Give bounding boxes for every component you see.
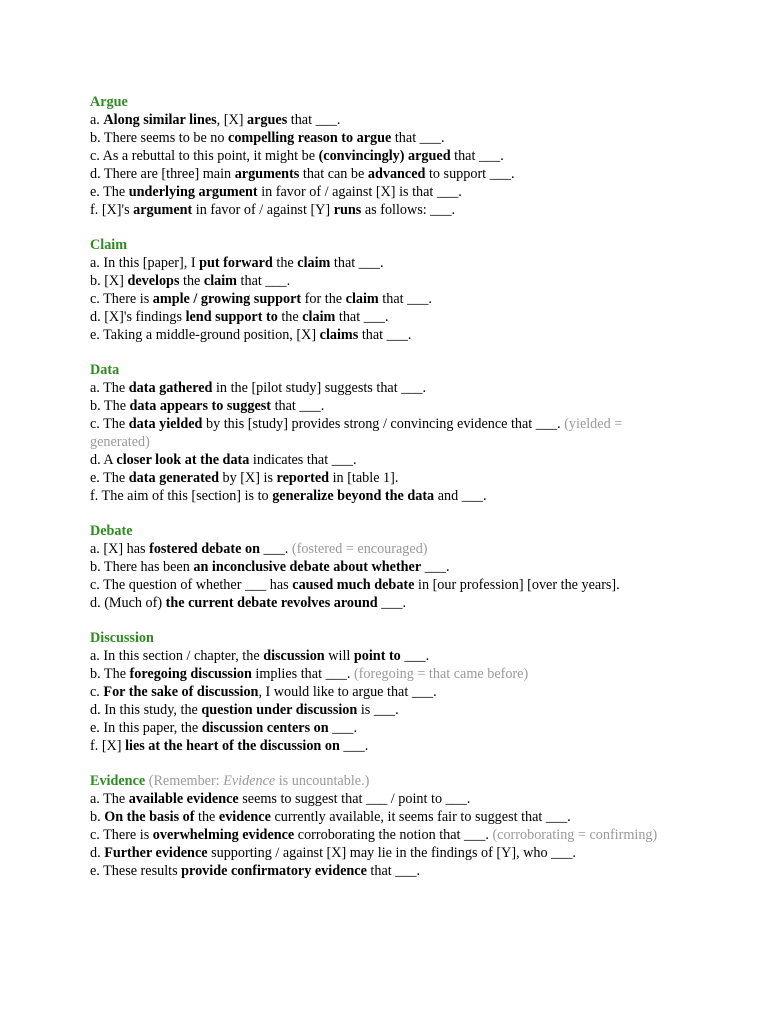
text-segment: d. (Much of) <box>90 595 166 611</box>
text-segment: is ___. <box>357 702 399 718</box>
text-segment: in favor of / against [Y] <box>192 202 334 218</box>
document-page <box>90 93 690 897</box>
list-item <box>90 487 690 505</box>
list-item <box>90 254 690 272</box>
bold-term: caused much debate <box>292 577 415 593</box>
text-segment: ___. <box>400 648 430 664</box>
text-segment: c. There is <box>90 827 153 843</box>
text-segment: the <box>194 809 219 825</box>
section-argue <box>90 93 690 219</box>
text-segment: b. [X] <box>90 273 128 289</box>
bold-term: generalize beyond the data <box>272 488 435 504</box>
text-segment: ___. <box>328 720 358 736</box>
text-segment: d. <box>90 845 105 861</box>
bold-term: On the basis of <box>104 809 195 825</box>
text-segment: seems to suggest that ___ / point to ___. <box>238 791 471 807</box>
text-segment: ___. <box>259 541 292 557</box>
bold-term: reported <box>276 470 330 486</box>
text-segment: e. The <box>90 470 129 486</box>
list-item <box>90 326 690 344</box>
text-segment: ___. <box>421 559 450 575</box>
section-claim <box>90 236 690 344</box>
section-title: Argue <box>90 94 128 110</box>
list-item <box>90 665 690 683</box>
section-heading <box>90 236 690 254</box>
section-title: Evidence <box>90 773 146 789</box>
section-title: Debate <box>90 523 133 539</box>
list-item <box>90 701 690 719</box>
bold-term: argument <box>133 202 193 218</box>
bold-term: lend support to <box>185 309 278 325</box>
text-segment: c. As a rebuttal to this point, it might be <box>90 148 319 164</box>
list-item <box>90 826 665 844</box>
bold-term: data gathered <box>128 380 213 396</box>
text-segment: , [X] <box>216 112 248 128</box>
bold-term: claim <box>297 255 331 271</box>
bold-term: underlying argument <box>128 184 258 200</box>
bold-term: foregoing discussion <box>129 666 252 682</box>
text-segment: d. [X]'s findings <box>90 309 186 325</box>
list-item <box>90 451 690 469</box>
section-evidence <box>90 772 690 880</box>
list-item <box>90 415 665 451</box>
bold-term: data yielded <box>128 416 203 432</box>
text-segment: e. The <box>90 184 129 200</box>
list-item <box>90 308 690 326</box>
text-segment: a. [X] has <box>90 541 150 557</box>
text-segment: that ___. <box>366 863 421 879</box>
text-segment: that ___. <box>335 309 389 325</box>
section-title: Data <box>90 362 120 378</box>
list-item <box>90 183 690 201</box>
text-segment: b. <box>90 809 105 825</box>
text-segment: d. In this study, the <box>90 702 202 718</box>
text-segment: ___. <box>377 595 407 611</box>
section-debate <box>90 522 690 612</box>
bold-term: (convincingly) argued <box>318 148 451 164</box>
text-segment: that ___. <box>271 398 325 414</box>
italic-term: Evidence <box>223 773 276 789</box>
text-segment: d. There are [three] main <box>90 166 235 182</box>
list-item <box>90 790 690 808</box>
list-item <box>90 147 690 165</box>
bold-term: point to <box>353 648 401 664</box>
text-segment: f. The aim of this [section] is to <box>90 488 273 504</box>
bold-term: question under discussion <box>201 702 358 718</box>
text-segment: , I would like to argue that ___. <box>258 684 437 700</box>
text-segment: that can be <box>299 166 368 182</box>
section-heading <box>90 629 690 647</box>
text-segment: indicates that ___. <box>249 452 357 468</box>
bold-term: arguments <box>234 166 300 182</box>
text-segment: that ___. <box>450 148 504 164</box>
text-segment: b. There seems to be no <box>90 130 229 146</box>
text-segment: in [table 1]. <box>329 470 399 486</box>
list-item <box>90 594 690 612</box>
section-heading <box>90 361 690 379</box>
text-segment: ___. <box>339 738 369 754</box>
list-item <box>90 469 690 487</box>
section-heading <box>90 772 690 790</box>
text-segment: is uncountable.) <box>275 773 370 789</box>
list-item <box>90 379 690 397</box>
list-item <box>90 201 690 219</box>
list-item <box>90 647 690 665</box>
bold-term: discussion centers on <box>201 720 329 736</box>
text-segment: in [our profession] [over the years]. <box>414 577 620 593</box>
list-item <box>90 808 690 826</box>
text-segment: b. There has been <box>90 559 194 575</box>
list-item <box>90 558 690 576</box>
text-segment: e. In this paper, the <box>90 720 202 736</box>
text-segment: b. The <box>90 666 130 682</box>
text-segment: supporting / against [X] may lie in the findings of [Y], who ___. <box>207 845 576 861</box>
text-segment: as follows: ___. <box>361 202 456 218</box>
text-segment: will <box>324 648 354 664</box>
text-segment: the <box>272 255 298 271</box>
bold-term: Along similar lines <box>103 112 217 128</box>
bold-term: put forward <box>199 255 273 271</box>
text-segment: a. In this section / chapter, the <box>90 648 264 664</box>
gloss-note: (fostered = encouraged) <box>291 541 428 557</box>
section-title: Claim <box>90 237 128 253</box>
text-segment: a. <box>90 112 104 128</box>
bold-term: claim <box>302 309 336 325</box>
list-item <box>90 737 690 755</box>
section-data <box>90 361 690 505</box>
bold-term: the current debate revolves around <box>165 595 378 611</box>
text-segment: b. The <box>90 398 130 414</box>
bold-term: claim <box>203 273 237 289</box>
bold-term: compelling reason to argue <box>228 130 392 146</box>
list-item <box>90 111 690 129</box>
list-item <box>90 129 690 147</box>
text-segment: to support ___. <box>425 166 515 182</box>
text-segment: currently available, it seems fair to suggest that ___. <box>270 809 571 825</box>
text-segment: f. [X]'s <box>90 202 134 218</box>
text-segment: c. There is <box>90 291 153 307</box>
bold-term: closer look at the data <box>116 452 250 468</box>
bold-term: Further evidence <box>104 845 208 861</box>
text-segment: a. The <box>90 791 129 807</box>
bold-term: ample / growing support <box>152 291 302 307</box>
bold-term: For the sake of discussion <box>103 684 259 700</box>
section-heading <box>90 93 690 111</box>
text-segment: f. [X] <box>90 738 126 754</box>
section-heading <box>90 522 690 540</box>
section-discussion <box>90 629 690 755</box>
text-segment: in favor of / against [X] is that ___. <box>257 184 462 200</box>
text-segment: that ___. <box>391 130 445 146</box>
bold-term: provide confirmatory evidence <box>181 863 367 879</box>
bold-term: lies at the heart of the discussion on <box>125 738 340 754</box>
text-segment: and ___. <box>434 488 487 504</box>
text-segment: corroborating the notion that ___. <box>294 827 493 843</box>
text-segment: the <box>179 273 204 289</box>
gloss-note: (foregoing = that came before) <box>353 666 529 682</box>
text-segment: d. A <box>90 452 117 468</box>
text-segment: in the [pilot study] suggests that ___. <box>212 380 427 396</box>
list-item <box>90 576 690 594</box>
text-segment: by this [study] provides strong / convincing evidence that ___. <box>202 416 565 432</box>
bold-term: data appears to suggest <box>129 398 272 414</box>
text-segment: implies that ___. <box>251 666 354 682</box>
section-note <box>149 773 370 789</box>
text-segment: a. In this [paper], I <box>90 255 200 271</box>
list-item <box>90 290 690 308</box>
text-segment: the <box>277 309 303 325</box>
text-segment: that ___. <box>237 273 291 289</box>
list-item <box>90 165 690 183</box>
bold-term: claims <box>319 327 359 343</box>
text-segment: c. The question of whether ___ has <box>90 577 293 593</box>
gloss-note: (yielded = generated) <box>90 416 623 450</box>
bold-term: advanced <box>367 166 426 182</box>
bold-term: discussion <box>263 648 325 664</box>
text-segment: a. The <box>90 380 129 396</box>
bold-term: evidence <box>218 809 271 825</box>
text-segment: that ___. <box>330 255 384 271</box>
list-item <box>90 540 690 558</box>
bold-term: argues <box>247 112 288 128</box>
text-segment: (Remember: <box>148 773 224 789</box>
text-segment: by [X] is <box>218 470 277 486</box>
text-segment: e. Taking a middle-ground position, [X] <box>90 327 320 343</box>
text-segment: e. These results <box>90 863 182 879</box>
text-segment: c. The <box>90 416 129 432</box>
list-item <box>90 397 690 415</box>
list-item <box>90 719 690 737</box>
bold-term: data generated <box>128 470 219 486</box>
bold-term: fostered debate on <box>149 541 260 557</box>
list-item <box>90 683 690 701</box>
bold-term: available evidence <box>128 791 239 807</box>
text-segment: c. <box>90 684 104 700</box>
bold-term: an inconclusive debate about whether <box>193 559 422 575</box>
text-segment: that ___. <box>358 327 412 343</box>
bold-term: develops <box>127 273 180 289</box>
text-segment: that ___. <box>378 291 432 307</box>
gloss-note: (corroborating = confirming) <box>492 827 658 843</box>
section-title: Discussion <box>90 630 154 646</box>
list-item <box>90 844 690 862</box>
list-item <box>90 862 690 880</box>
text-segment: that ___. <box>287 112 341 128</box>
bold-term: overwhelming evidence <box>152 827 295 843</box>
text-segment: for the <box>301 291 346 307</box>
list-item <box>90 272 690 290</box>
bold-term: claim <box>345 291 379 307</box>
bold-term: runs <box>333 202 362 218</box>
